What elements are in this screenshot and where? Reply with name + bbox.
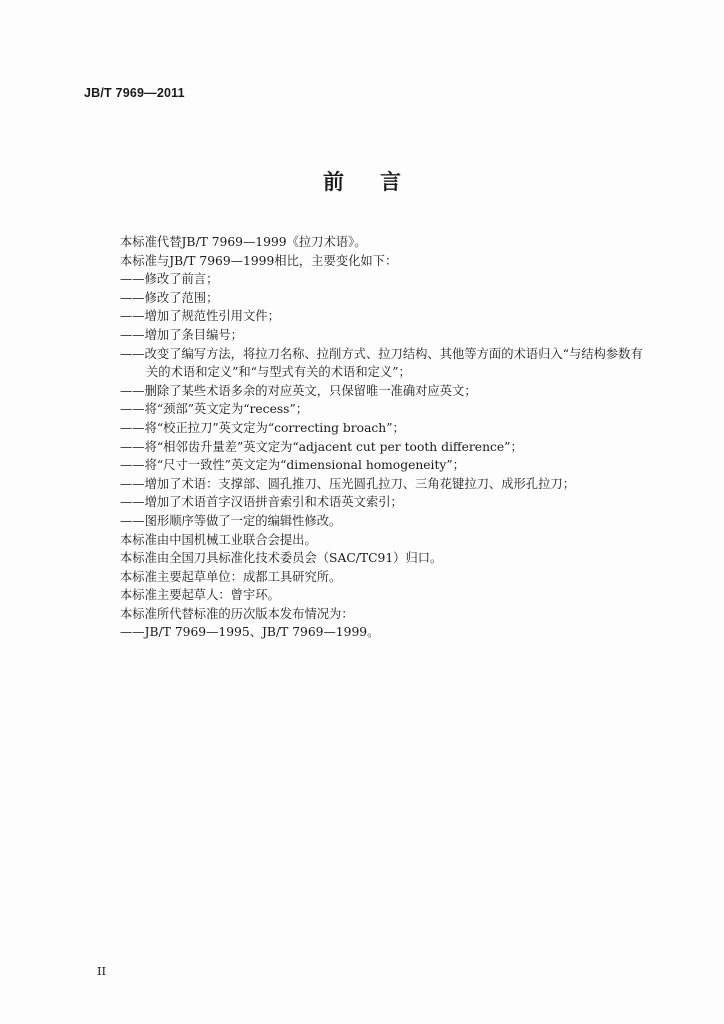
paragraph-line: 本标准与JB/T 7969—1999相比，主要变化如下：: [120, 253, 398, 268]
change-list-item: ——将“颈部”英文定为“recess”；: [120, 402, 309, 417]
change-list-item: ——改变了编写方法，将拉刀名称、拉削方式、拉刀结构、其他等方面的术语归入“与结构参数有: [120, 346, 643, 361]
change-list-item: ——增加了术语首字汉语拼音索引和术语英文索引；: [120, 495, 403, 510]
page-number: II: [97, 964, 107, 978]
section-title: [0, 166, 724, 196]
change-list-item: ——将“校正拉刀”英文定为“correcting broach”；: [120, 420, 405, 435]
change-list-item: ——增加了条目编号；: [120, 327, 243, 342]
foreword-body: [120, 233, 680, 642]
section-title-part-1: 前: [323, 170, 344, 194]
paragraph-line: 本标准代替JB/T 7969—1999《拉刀术语》。: [120, 235, 367, 249]
change-list-item: ——修改了范围；: [120, 290, 219, 305]
change-list-item: ——增加了术语：支撑部、圆孔推刀、压光圆孔拉刀、三角花键拉刀、成形孔拉刀；: [120, 476, 575, 491]
paragraph-line: 本标准主要起草人：曾宇环。: [120, 588, 280, 603]
section-title-part-2: 言: [380, 170, 401, 194]
paragraph-line: 本标准主要起草单位：成都工具研究所。: [120, 569, 342, 584]
paragraph-line: 本标准由中国机械工业联合会提出。: [120, 532, 317, 547]
change-list-item: ——将“相邻齿升量差”英文定为“adjacent cut per tooth difference”；: [120, 439, 523, 454]
change-list-item: ——修改了前言；: [120, 272, 219, 287]
change-list-item: ——JB/T 7969—1995、JB/T 7969—1999。: [120, 625, 380, 640]
change-list-item-continuation: 关的术语和定义”和“与型式有关的术语和定义”；: [146, 365, 411, 380]
change-list-item: ——增加了规范性引用文件；: [120, 309, 280, 324]
change-list-item: ——将“尺寸一致性”英文定为“dimensional homogeneity”；: [120, 458, 465, 473]
paragraph-line: 本标准所代替标准的历次版本发布情况为：: [120, 606, 354, 621]
change-list-item: ——删除了某些术语多余的对应英文，只保留唯一准确对应英文；: [120, 383, 477, 398]
document-code: JB/T 7969—2011: [84, 86, 185, 100]
change-list-item: ——图形顺序等做了一定的编辑性修改。: [120, 513, 342, 528]
paragraph-line: 本标准由全国刀具标准化技术委员会（SAC/TC91）归口。: [120, 551, 443, 566]
